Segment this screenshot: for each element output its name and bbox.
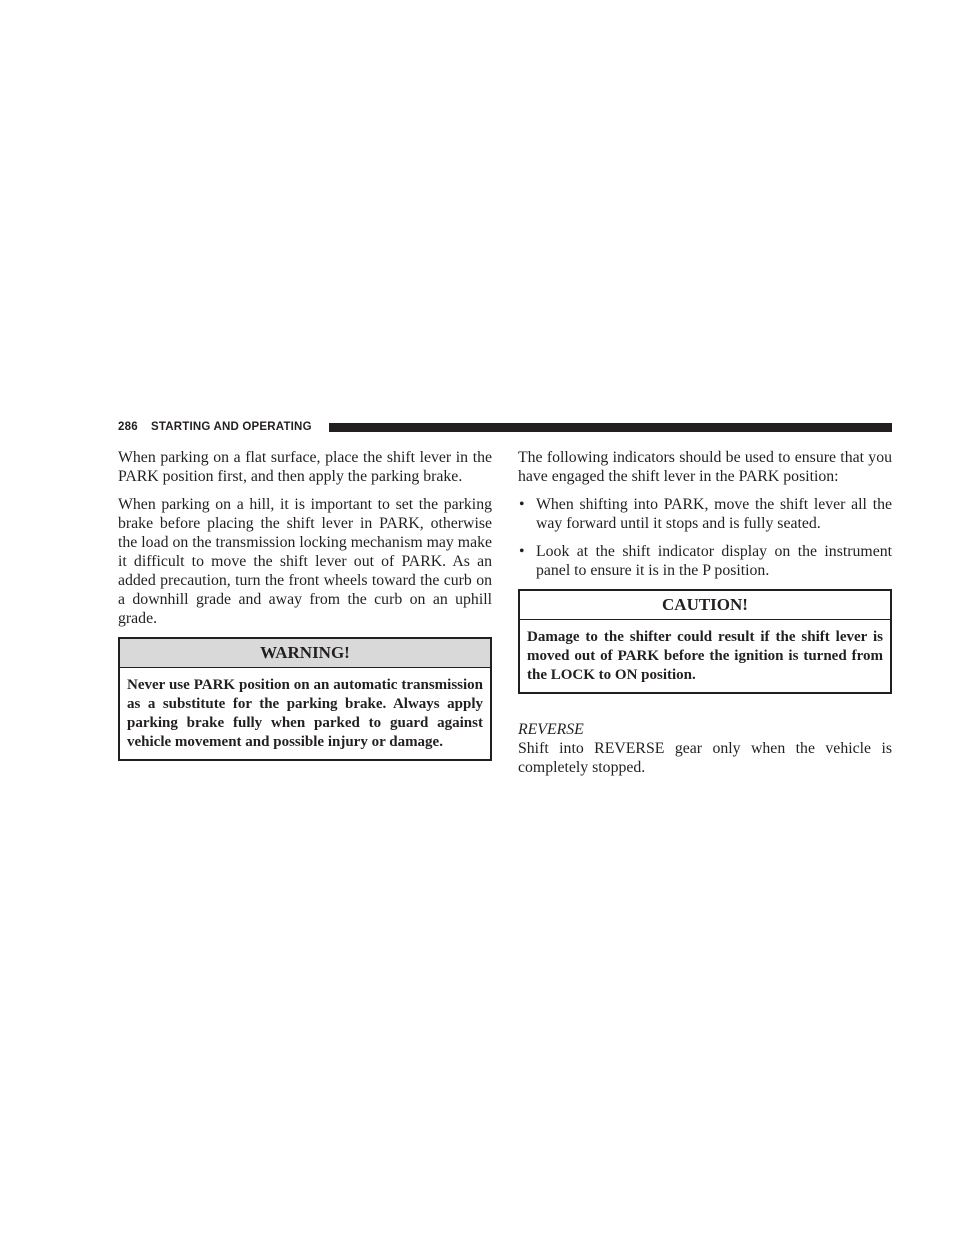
right-column [518,448,892,786]
header-rule [329,423,892,432]
page-number: 286 [118,421,138,433]
flat-surface-paragraph: When parking on a flat surface, place the shift lever in the PARK position first, and then apply the parking brake. [118,449,492,485]
list-item-text: When shifting into PARK, move the shift lever all the way forward until it stops and is fully seated. [536,496,892,532]
reverse-heading: REVERSE [518,721,584,738]
hill-parking-paragraph: When parking on a hill, it is important to set the parking brake before placing the shift lever in PARK, otherwise the load on the transmission locking mechanism may make it difficult to move the shift lever out of PARK. As an added precaution, turn the front wheels toward the curb on a downhill grade and away from the curb on an uphill grade. [118,496,492,627]
list-item [518,542,892,580]
indicators-intro: The following indicators should be used to ensure that you have engaged the shift lever in the PARK position: [518,449,892,485]
caution-body: Damage to the shifter could result if the shift lever is moved out of PARK before the ignition is turned from the LOCK to ON position. [527,629,883,683]
warning-body: Never use PARK position on an automatic transmission as a substitute for the parking brake. Always apply parking brake fully when parked to guard against vehicle movement and possible injury or damage. [127,677,483,750]
reverse-paragraph: Shift into REVERSE gear only when the vehicle is completely stopped. [518,740,892,776]
bullet-icon: • [519,496,525,513]
section-title: STARTING AND OPERATING [151,421,312,433]
bullet-icon: • [519,543,525,560]
list-item [518,495,892,533]
caution-title: CAUTION! [520,591,890,620]
page-header [118,419,892,435]
warning-box [118,637,492,761]
indicator-list [518,495,892,580]
caution-box [518,589,892,694]
warning-title: WARNING! [120,639,490,668]
list-item-text: Look at the shift indicator display on the instrument panel to ensure it is in the P position. [536,543,892,579]
left-column [118,448,492,761]
